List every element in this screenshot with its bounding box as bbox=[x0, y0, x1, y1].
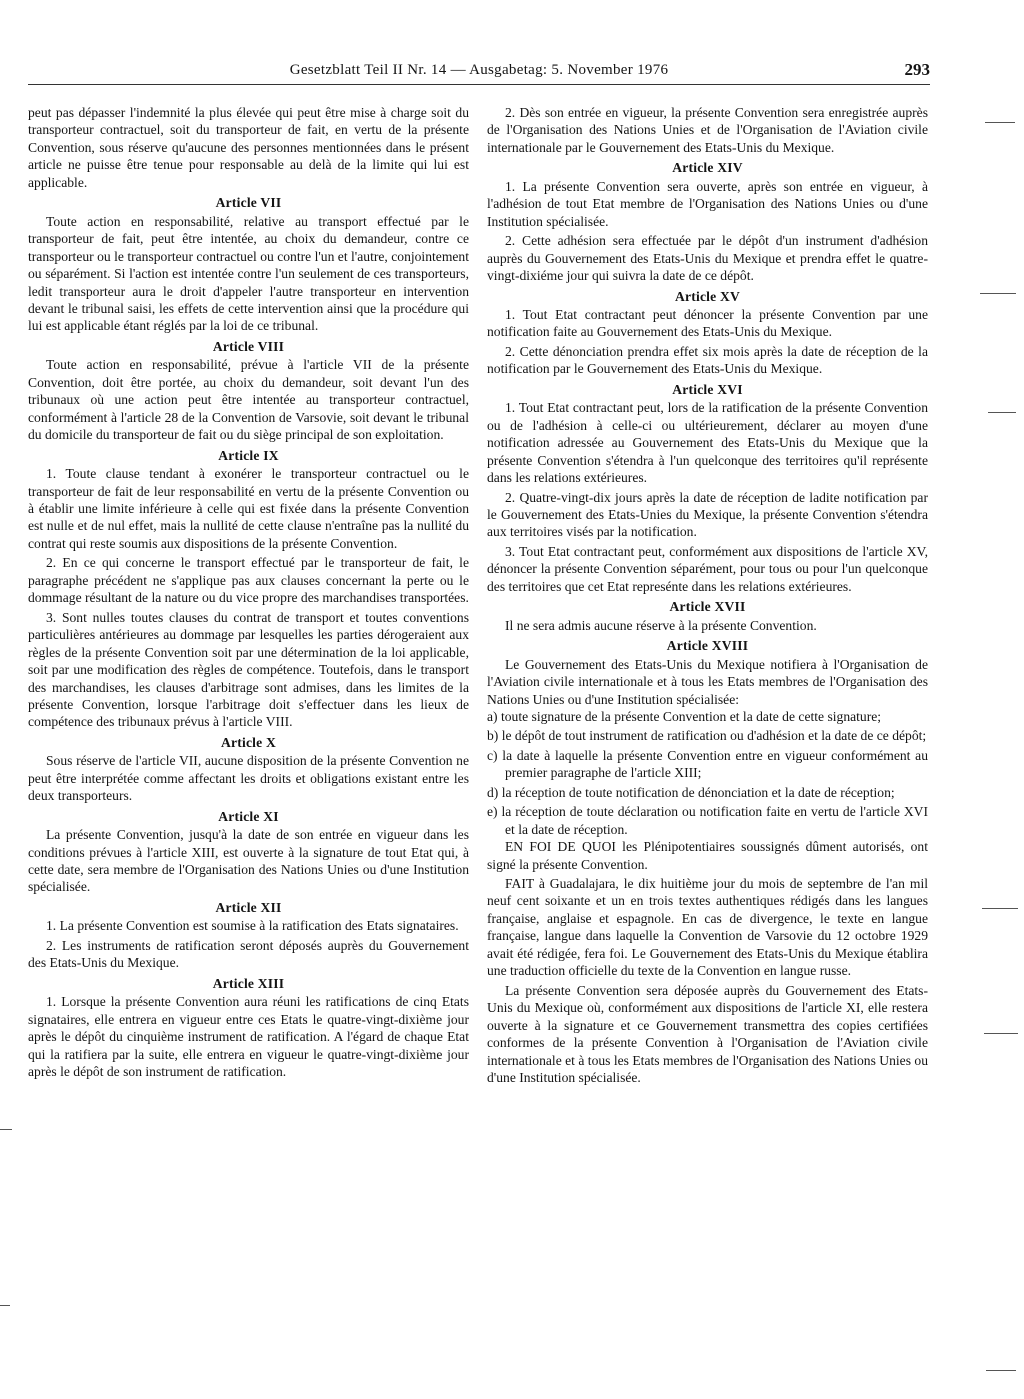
margin-mark bbox=[985, 122, 1015, 123]
list-item: d) la réception de toute notification de dénonciation et la date de réception; bbox=[487, 784, 895, 800]
paragraph: 2. En ce qui concerne le transport effectué par le transporteur de fait, le paragraphe précédent ne s'applique pas aux clauses concernant la perte ou le dommage résultant de la nature ou du vice propre des marchandises transportées. bbox=[28, 555, 469, 606]
paragraph: La présente Convention sera déposée auprès du Gouvernement des Etats-Unis du Mexique où, conformément aux dispositions de l'article XI, elle restera ouverte à la signature et ce Gouvernement transmettra des copies certifiées conformes de la présente Convention à l'Organisation de l'Aviation civile internationale et à tous les Etats membres de l'Organisation des Nations Unies ou d'une Institution spécialisée. bbox=[487, 982, 928, 1086]
article-heading: Article XV bbox=[674, 288, 741, 304]
article-heading: Article VIII bbox=[212, 338, 285, 354]
paragraph: La présente Convention, jusqu'à la date de son entrée en vigueur dans les conditions prévues à l'article XIII, est ouverte à la signature de tout Etat qui, à cette date, sera membre de l'Organisation des Nations Unies ou d'une Institution spécialisée. bbox=[28, 827, 469, 895]
list-item: b) le dépôt de tout instrument de ratification ou d'adhésion et la date de ce dépôt; bbox=[487, 728, 927, 744]
paragraph: 1. Lorsque la présente Convention aura réuni les ratifications de cinq Etats signataires, elle entrera en vigueur entre ces Etats le quatre-vingt-dixième jour après le dépôt du cinquième instrument de ratification. A l'égard de chaque Etat qui la ratifiera par la suite, elle entrera en vigueur le quatre-vingt-dixième jour après le dépôt de son instrument de ratification. bbox=[28, 994, 469, 1080]
paragraph: 3. Tout Etat contractant peut, conformément aux dispositions de l'article XV, dénoncer la présente Convention séparément, pour tous ou pour l'un quelconque des territoires que cet Etat represénte dans les relations extérieures. bbox=[487, 543, 928, 594]
article-heading: Article XVI bbox=[672, 381, 743, 397]
paragraph: EN FOI DE QUOI les Plénipotentiaires soussignés dûment autorisés, ont signé la présente Convention. bbox=[487, 839, 928, 872]
paragraph: Toute action en responsabilité, prévue à l'article VII de la présente Convention, doit être portée, au choix du demandeur, soit devant l'un des tribunaux où une action peut être intentée au transporteur contractuel, conformément à l'article 28 de la Convention de Varsovie, soit devant le tribunal du domicile du transporteur de fait ou du siège principal de son exploitation. bbox=[28, 357, 469, 443]
article-heading: Article VII bbox=[215, 195, 282, 211]
left-column bbox=[28, 104, 469, 1080]
paragraph: 2. Les instruments de ratification seront déposés auprès du Gouvernement des Etats-Unis du Mexique. bbox=[28, 937, 469, 971]
paragraph: 1. Tout Etat contractant peut, lors de la ratification de la présente Convention ou de l'adhésion à celle-ci ou ultérieurement, déclarer au moyen d'une notification adressée au Gouvernement des Etats-Unis du Mexique que la présente Convention s'étendra à l'un quelconque des territoires qu'il représente dans les relations extérieures. bbox=[487, 400, 928, 486]
article-heading: Article XVIII bbox=[666, 638, 749, 654]
page-number: 293 bbox=[904, 60, 930, 79]
paragraph: Toute action en responsabilité, relative au transport effectué par le transporteur de fait, peut être intentée, au choix du demandeur, contre ce transporteur ou le transporteur contractuel ou contre l'un et l'autre, conjointement ou séparément. Si l'action est intentée contre l'un seulement de ces transporteurs, ledit transporteur aura le droit d'appeler l'autre transporteur en intervention devant le tribunal saisi, les effets de cette intervention ainsi que la procédure qui lui est applicable étant réglés par la loi de ce tribunal. bbox=[28, 213, 469, 334]
margin-mark bbox=[988, 412, 1016, 413]
article-heading: Article XIV bbox=[672, 160, 743, 176]
article-heading: Article XIII bbox=[212, 975, 285, 991]
article-heading: Article IX bbox=[218, 447, 279, 463]
header-title: Gesetzblatt Teil II Nr. 14 — Ausgabetag: 5. November 1976 bbox=[289, 62, 669, 78]
article-heading: Article XI bbox=[218, 808, 279, 824]
list-item: e) la réception de toute déclaration ou notification faite en vertu de l'article XVI et la date de réception. bbox=[487, 804, 928, 837]
paragraph: 3. Sont nulles toutes clauses du contrat de transport et toutes conventions particulières antérieures au dommage par lesquelles les parties dérogeraient aux règles de la présente Convention soit par une détermination de la loi applicable, soit par une modification des règles de compétence. Toutefois, dans le transport des marchandises, les clauses d'arbitrage sont admises, dans les limites de la présente Convention, lorsque l'arbitrage doit s'effectuer dans les lieux de compétence des tribunaux prévus à l'article VIII. bbox=[28, 609, 469, 730]
margin-mark bbox=[982, 908, 1018, 909]
margin-mark bbox=[980, 293, 1016, 294]
margin-mark bbox=[984, 1033, 1018, 1034]
margin-mark bbox=[986, 1370, 1016, 1371]
right-column bbox=[487, 104, 928, 1086]
paragraph: 2. Dès son entrée en vigueur, la présente Convention sera enregistrée auprès de l'Organisation des Nations Unies et de l'Organisation de l'Aviation civile internationale par le Gouvernement des Etats-Unis du Mexique. bbox=[487, 105, 928, 155]
paragraph: 1. Toute clause tendant à exonérer le transporteur contractuel ou le transporteur de fait de leur responsabilité en vertu de la présente Convention ou à établir une limite inférieure à celle qui est fixée dans la présente Convention est nulle et de nul effet, mais la nullité de cette clause n'entraîne pas la nullité du contrat qui reste soumis aux dispositions de la présente Convention. bbox=[28, 466, 469, 551]
margin-mark bbox=[0, 1305, 10, 1306]
paragraph: 2. Cette dénonciation prendra effet six mois après la date de réception de la notification par le Gouvernement des Etats-Unis du Mexique. bbox=[487, 343, 928, 377]
paragraph: 1. Tout Etat contractant peut dénoncer la présente Convention par une notification faite au Gouvernement des Etats-Unis du Mexique. bbox=[487, 306, 928, 340]
paragraph: 2. Cette adhésion sera effectuée par le dépôt d'un instrument d'adhésion auprès du Gouvernement des Etats-Unis du Mexique et prendra effet le quatre-vingt-dixiéme jour qui suivra la date de ce dépôt. bbox=[487, 233, 928, 284]
article-heading: Article XVII bbox=[669, 599, 746, 615]
paragraph: peut pas dépasser l'indemnité la plus élevée qui peut être mise à charge soit du transporteur contractuel, soit du transporteur de fait, en vertu de la présente Convention, sous réserve qu'aucune des personnes mentionnées dans le présent article ne puisse être tenue pour responsable au delà de la limite qui lui est applicable. bbox=[28, 105, 469, 190]
paragraph: FAIT à Guadalajara, le dix huitième jour du mois de septembre de l'an mil neuf cent soixante et un en trois textes authentiques rédigés dans les langues française, anglaise et espagnole. En cas de divergence, le texte en langue française, langue dans laquelle la Convention de Varsovie du 12 octobre 1929 avait été rédigée, fera foi. Le Gouvernement des Etats-Unis du Mexique établira une traduction officielle du texte de la Convention en langue russe. bbox=[487, 876, 928, 979]
paragraph: 1. La présente Convention est soumise à la ratification des Etats signataires. bbox=[46, 918, 459, 934]
page-header bbox=[28, 60, 930, 85]
paragraph: Le Gouvernement des Etats-Unis du Mexique notifiera à l'Organisation de l'Aviation civile internationale et à tous les Etats membres de l'Organisation des Nations Unies ou d'une Institution spécialisée: bbox=[487, 656, 928, 707]
article-heading: Article XII bbox=[215, 899, 282, 915]
margin-mark bbox=[0, 1129, 12, 1130]
paragraph: Il ne sera admis aucune réserve à la présente Convention. bbox=[505, 617, 817, 633]
paragraph: 2. Quatre-vingt-dix jours après la date de réception de ladite notification par le Gouvernement des Etats-Unies du Mexique, la présente Convention s'étendra aux territoires visés par la notification. bbox=[487, 489, 928, 540]
notification-list bbox=[487, 708, 928, 838]
paragraph: 1. La présente Convention sera ouverte, après son entrée en vigueur, à l'adhésion de tout Etat membre de l'Organisation des Nations Unies ou d'une Institution spécialisée. bbox=[487, 178, 928, 229]
article-heading: Article X bbox=[220, 734, 276, 750]
paragraph: Sous réserve de l'article VII, aucune disposition de la présente Convention ne peut être interprétée comme affectant les droits et obligations existant entre les deux transporteurs. bbox=[28, 753, 469, 804]
list-item: a) toute signature de la présente Convention et la date de cette signature; bbox=[487, 708, 882, 724]
list-item: c) la date à laquelle la présente Convention entre en vigueur conformément au premier paragraphe de l'article XIII; bbox=[487, 747, 928, 781]
